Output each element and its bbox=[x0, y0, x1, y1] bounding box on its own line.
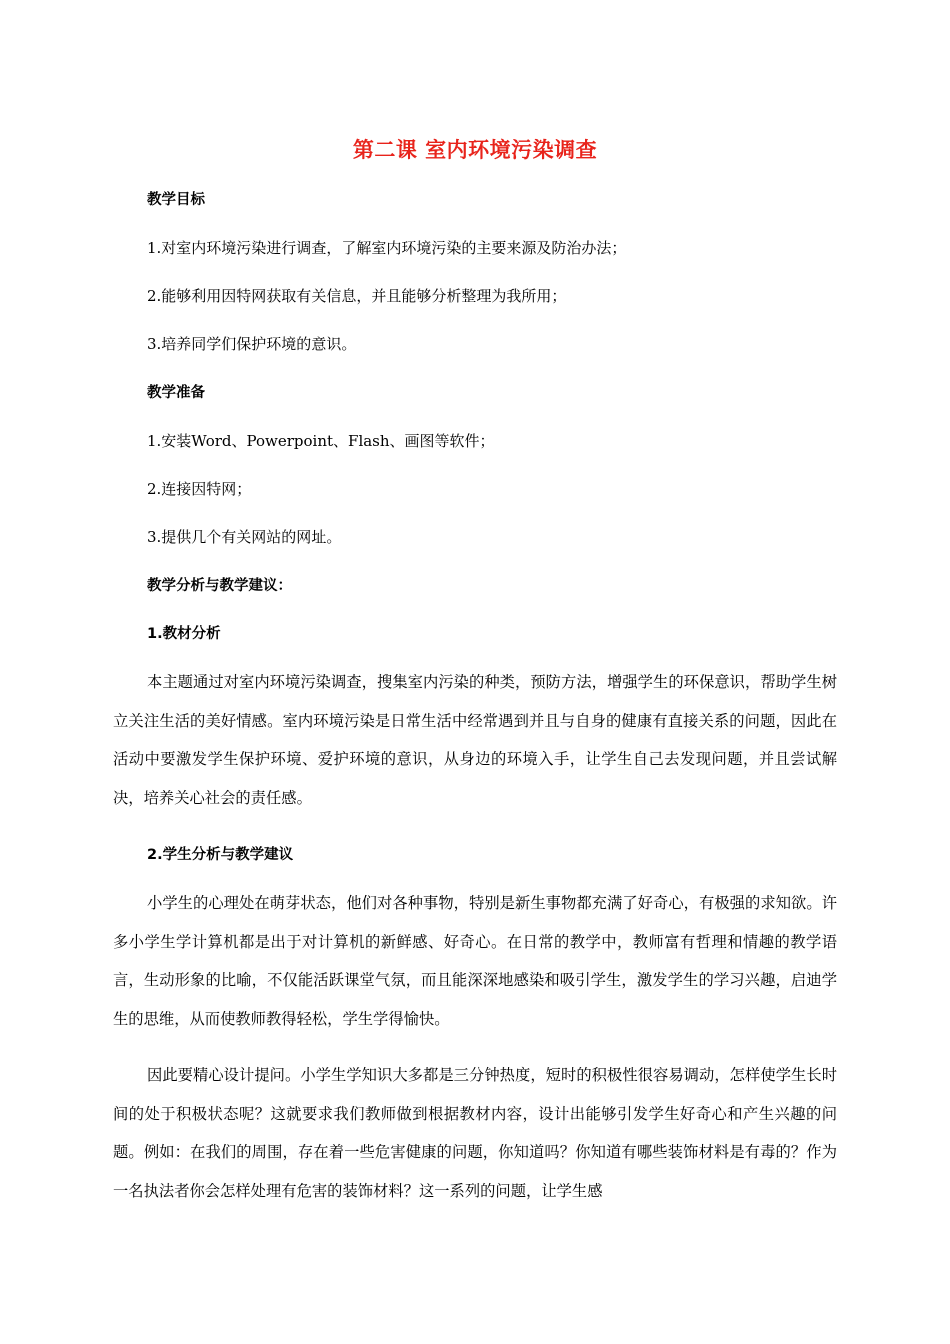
goals-heading: 教学目标 bbox=[147, 192, 205, 208]
textbook-analysis-paragraph: 本主题通过对室内环境污染调查，搜集室内污染的种类，预防方法，增强学生的环保意识，帮助学生树立关注生活的美好情感。室内环境污染是日常生活中经常遇到并且与自身的健康有直接关系的问题，因此在活动中要激发学生保护环境、爱护环境的意识，从身边的环境入手，让学生自己去发现问题，并且尝试解决，培养关心社会的责任感。 bbox=[113, 673, 837, 807]
goals-item-1: 1.对室内环境污染进行调查，了解室内环境污染的主要来源及防治办法； bbox=[147, 239, 627, 257]
student-analysis-paragraph-1: 小学生的心理处在萌芽状态，他们对各种事物，特别是新生事物都充满了好奇心，有极强的求知欲。许多小学生学计算机都是出于对计算机的新鲜感、好奇心。在日常的教学中，教师富有哲理和情趣的教学语言，生动形象的比喻，不仅能活跃课堂气氛，而且能深深地感染和吸引学生，激发学生的学习兴趣，启迪学生的思维，从而使教师教得轻松，学生学得愉快。 bbox=[113, 894, 837, 1028]
analysis-heading: 教学分析与教学建议： bbox=[147, 578, 292, 594]
prep-item-2: 2.连接因特网； bbox=[147, 480, 252, 498]
student-analysis-heading: 2.学生分析与教学建议 bbox=[147, 847, 294, 863]
prep-item-3: 3.提供几个有关网站的网址。 bbox=[147, 528, 342, 546]
prep-heading: 教学准备 bbox=[147, 385, 205, 401]
textbook-analysis-heading: 1.教材分析 bbox=[147, 626, 221, 642]
prep-item-1: 1.安装Word、Powerpoint、Flash、画图等软件； bbox=[147, 432, 495, 450]
goals-item-3: 3.培养同学们保护环境的意识。 bbox=[147, 335, 357, 353]
goals-item-2: 2.能够利用因特网获取有关信息，并且能够分析整理为我所用； bbox=[147, 287, 567, 305]
page-title: 第二课 室内环境污染调查 bbox=[352, 138, 598, 162]
student-analysis-paragraph-2: 因此要精心设计提问。小学生学知识大多都是三分钟热度，短时的积极性很容易调动，怎样使学生长时间的处于积极状态呢？这就要求我们教师做到根据教材内容，设计出能够引发学生好奇心和产生兴趣的问题。例如：在我们的周围，存在着一些危害健康的问题，你知道吗？你知道有哪些装饰材料是有毒的？作为一名执法者你会怎样处理有危害的装饰材料？这一系列的问题，让学生感 bbox=[113, 1066, 837, 1200]
